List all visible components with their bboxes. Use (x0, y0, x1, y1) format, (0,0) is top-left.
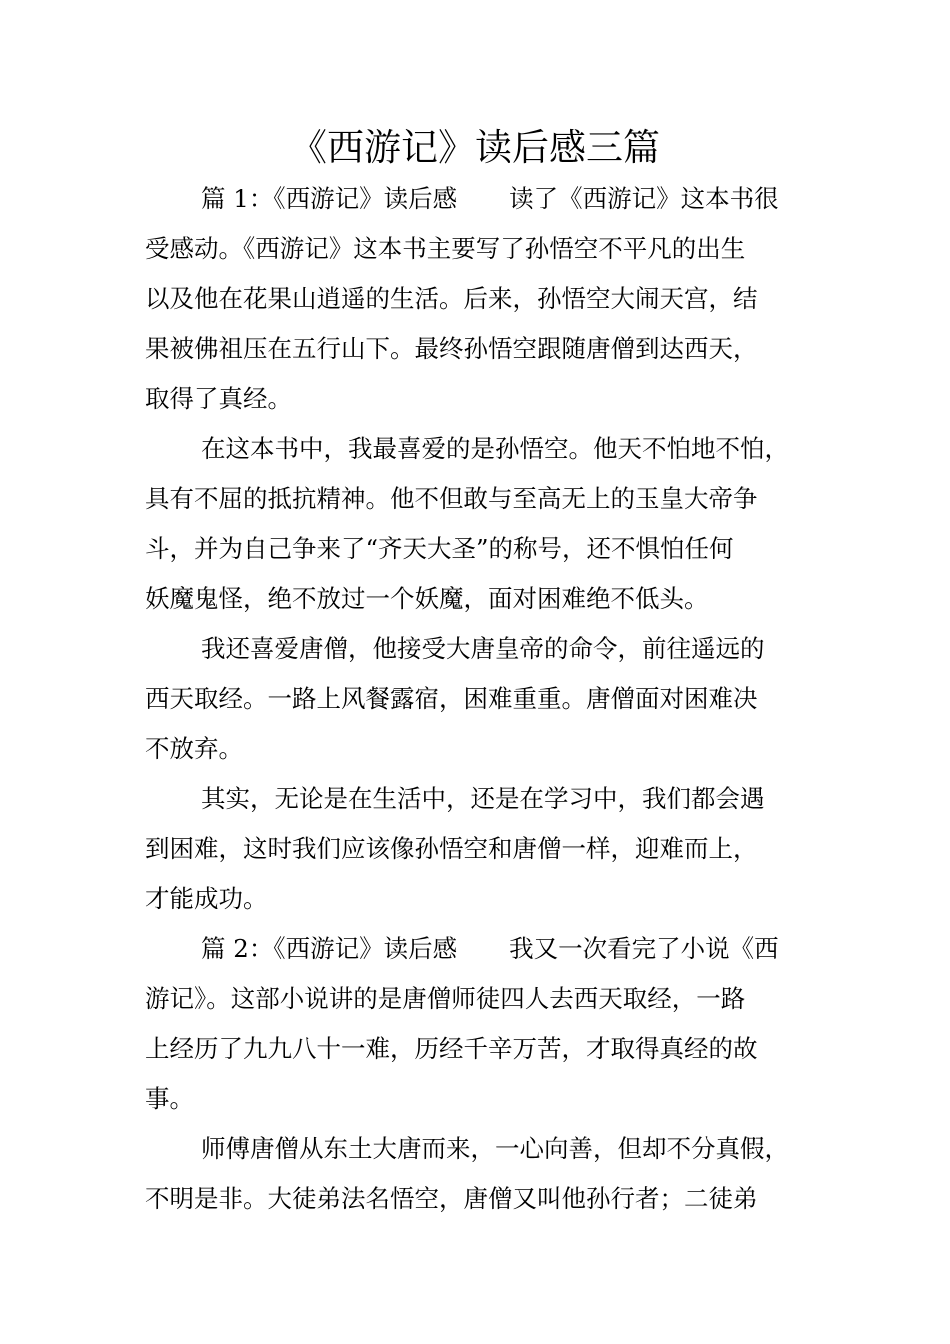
text-line: 才能成功。 (145, 884, 268, 913)
text-line: 到困难，这时我们应该像孙悟空和唐僧一样，迎难而上， (145, 834, 758, 863)
text-line (145, 924, 835, 974)
text-line: 斗，并为自己争来了“齐天大圣”的称号，还不惧怕任何 (145, 534, 734, 563)
text-line: 上经历了九九八十一难，历经千辛万苦，才取得真经的故 (145, 1034, 758, 1063)
document-body (145, 174, 835, 1224)
document-title: 《西游记》读后感三篇 (290, 126, 660, 169)
text-line: 其实，无论是在生活中，还是在学习中，我们都会遇 (201, 784, 765, 813)
text-line: 师傅唐僧从东土大唐而来，一心向善，但却不分真假， (201, 1134, 789, 1163)
text-fragment: 读了《西游记》这本书很 (509, 184, 779, 213)
text-line: 在这本书中，我最喜爱的是孙悟空。他天不怕地不怕， (201, 434, 789, 463)
text-fragment: 我又一次看完了小说《西 (509, 934, 779, 963)
text-line: 以及他在花果山逍遥的生活。后来，孙悟空大闹天宫，结 (145, 284, 758, 313)
text-line: 事。 (145, 1084, 194, 1113)
text-line (145, 174, 835, 224)
section-heading-1: 篇 1：《西游记》读后感 (201, 184, 458, 213)
text-line: 妖魔鬼怪，绝不放过一个妖魔，面对困难绝不低头。 (145, 584, 709, 613)
text-line: 具有不屈的抵抗精神。他不但敢与至高无上的玉皇大帝争 (145, 484, 758, 513)
text-line: 取得了真经。 (145, 384, 292, 413)
section-heading-2: 篇 2：《西游记》读后感 (201, 934, 458, 963)
text-line: 游记》。这部小说讲的是唐僧师徒四人去西天取经，一路 (145, 984, 746, 1013)
text-line: 果被佛祖压在五行山下。最终孙悟空跟随唐僧到达西天， (145, 334, 758, 363)
text-line: 受感动。《西游记》这本书主要写了孙悟空不平凡的出生 (145, 234, 746, 263)
text-line: 西天取经。一路上风餐露宿，困难重重。唐僧面对困难决 (145, 684, 758, 713)
text-line: 不明是非。大徒弟法名悟空，唐僧又叫他孙行者；二徒弟 (145, 1184, 758, 1213)
text-line: 不放弃。 (145, 734, 243, 763)
text-line: 我还喜爱唐僧，他接受大唐皇帝的命令，前往遥远的 (201, 634, 765, 663)
